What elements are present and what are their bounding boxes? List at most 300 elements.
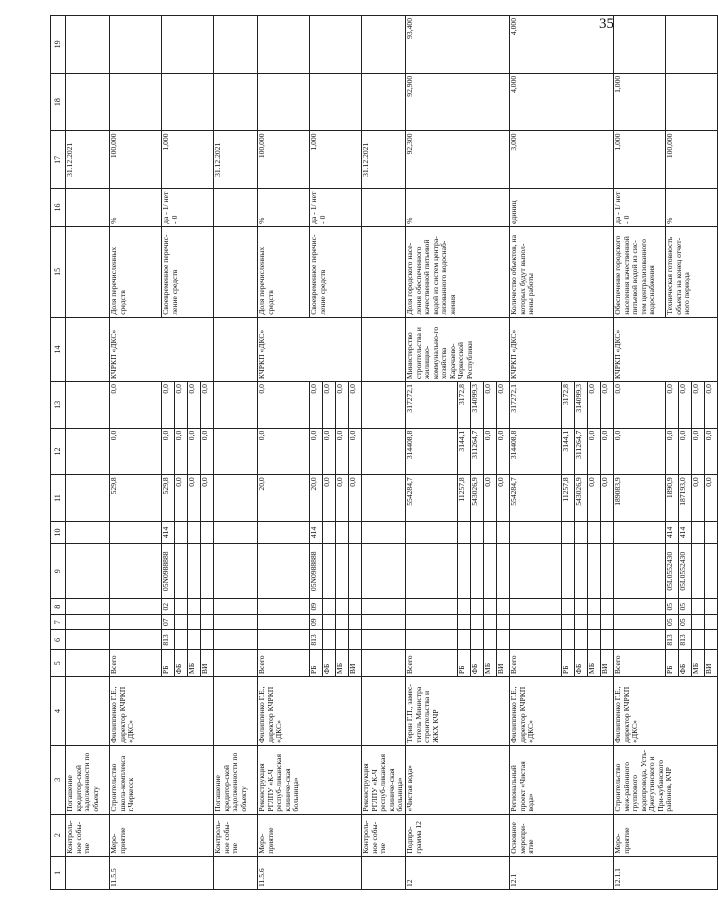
row-index: 11.5.5 (110, 856, 214, 889)
budget-code (510, 521, 562, 543)
empty-cell (214, 16, 258, 74)
budget-code (406, 521, 458, 543)
empty-cell (66, 73, 110, 131)
budget-code (471, 599, 484, 615)
indicator-value-2022 (666, 73, 718, 131)
budget-code (497, 599, 510, 615)
amount-2022: 311264,7 (575, 428, 588, 475)
funding-source: МБ (188, 650, 201, 677)
funding-source: МБ (692, 650, 705, 677)
budget-code: 414 (310, 521, 323, 543)
amount-2022: 0,0 (614, 428, 666, 475)
row-title: Строительство школа-комплекса г.Черкесск (110, 745, 214, 814)
row-index: 12.1 (510, 856, 614, 889)
amount-2021: 0,0 (588, 475, 601, 522)
indicator-value-2022 (258, 73, 310, 131)
measure-row (110, 16, 162, 890)
empty-cell (362, 382, 406, 429)
indicator-name: Количество объектов, на которых будут выпол-нены работы (510, 226, 614, 317)
amount-2022: 0,0 (258, 428, 310, 475)
indicator-value-2021: 1,000 (162, 131, 214, 189)
funding-source: Всего (406, 650, 458, 677)
amount-2022: 0,0 (497, 428, 510, 475)
amount-2023: 0,0 (258, 382, 310, 429)
indicator-value-2022: 92,900 (406, 73, 510, 131)
budget-code (458, 599, 471, 615)
budget-code (201, 521, 214, 543)
amount-2021: 189083,9 (614, 475, 666, 522)
budget-code (705, 544, 718, 599)
budget-code (575, 599, 588, 615)
indicator-unit: да - 1/ нет - 0 (162, 189, 214, 227)
amount-2022: 314408,8 (510, 428, 562, 475)
budget-code (484, 630, 497, 650)
budget-code (692, 521, 705, 543)
budget-code (336, 614, 349, 630)
budget-code (562, 521, 575, 543)
row-index (66, 856, 110, 889)
budget-code (349, 544, 362, 599)
row-title: «Чистая вода» (406, 745, 510, 814)
amount-2021: 0,0 (601, 475, 614, 522)
amount-2021: 11257,8 (458, 475, 471, 522)
budget-code (323, 599, 336, 615)
empty-cell (362, 475, 406, 522)
budget-code (406, 544, 458, 599)
empty-cell (214, 614, 258, 630)
indicator-unit: да - 1/ нет - 0 (614, 189, 666, 227)
budget-code (497, 630, 510, 650)
budget-code (471, 614, 484, 630)
amount-2023: 0,0 (588, 382, 601, 429)
budget-code (188, 599, 201, 615)
budget-code (188, 544, 201, 599)
indicator-unit: единиц (510, 189, 614, 227)
budget-code (175, 521, 188, 543)
empty-cell (66, 521, 110, 543)
budget-code: 414 (666, 521, 679, 543)
indicator-unit: % (110, 189, 162, 227)
empty-cell (362, 226, 406, 317)
measure-row (406, 16, 458, 890)
indicator-unit: % (406, 189, 510, 227)
amount-2023: 3172,8 (458, 382, 471, 429)
amount-2021: 0,0 (175, 475, 188, 522)
budget-code (575, 614, 588, 630)
indicator-value-2021: 100,000 (666, 131, 718, 189)
empty-cell (66, 677, 110, 746)
budget-code (175, 544, 188, 599)
amount-2023: 0,0 (614, 382, 666, 429)
column-number: 12 (51, 428, 66, 475)
indicator-value-2021: 1,000 (310, 131, 362, 189)
budget-code (110, 521, 162, 543)
indicator-unit: % (666, 189, 718, 227)
budget-code (201, 614, 214, 630)
budget-code (458, 630, 471, 650)
budget-code: 813 (310, 630, 323, 650)
funding-source: ФБ (471, 650, 484, 677)
amount-2023: 0,0 (110, 382, 162, 429)
amount-2021: 0,0 (705, 475, 718, 522)
funding-source: Всего (258, 650, 310, 677)
budget-code (258, 614, 310, 630)
empty-cell (362, 317, 406, 381)
indicator-name: Доля перечисленных средств (258, 226, 310, 317)
indicator-value-2023 (258, 16, 310, 74)
amount-2023: 0,0 (175, 382, 188, 429)
budget-code (349, 614, 362, 630)
row-type: Основное меропри-ятие (510, 814, 614, 856)
row-type: Контроль-ное собы-тие (214, 814, 258, 856)
indicator-value-2023 (162, 16, 214, 74)
empty-cell (66, 630, 110, 650)
column-number: 1 (51, 856, 66, 889)
indicator-name: Своевременное перечис-ление средств (162, 226, 214, 317)
budget-code (588, 614, 601, 630)
funding-source: ВИ (705, 650, 718, 677)
column-number: 9 (51, 544, 66, 599)
budget-code (497, 544, 510, 599)
budget-code (601, 599, 614, 615)
budget-code (110, 614, 162, 630)
empty-cell (66, 599, 110, 615)
empty-cell (214, 544, 258, 599)
budget-code (188, 521, 201, 543)
budget-code: 07 (162, 614, 175, 630)
budget-code: 05 (666, 614, 679, 630)
budget-code (705, 521, 718, 543)
amount-2023: 0,0 (201, 382, 214, 429)
amount-2022: 0,0 (201, 428, 214, 475)
budget-code: 813 (162, 630, 175, 650)
amount-2022: 3144,1 (562, 428, 575, 475)
amount-2022: 0,0 (175, 428, 188, 475)
amount-2021: 0,0 (692, 475, 705, 522)
amount-2023: 0,0 (323, 382, 336, 429)
budget-code (614, 544, 666, 599)
row-type: Подпро-грамма 12 (406, 814, 510, 856)
indicator-value-2022: 4,000 (510, 73, 614, 131)
budget-code (349, 521, 362, 543)
row-title: Региональный проект «Чистая вода» (510, 745, 614, 814)
executor: КЧРКП «ДКС» (510, 317, 614, 381)
budget-code (323, 521, 336, 543)
funding-source: ФБ (323, 650, 336, 677)
responsible-person: Филиппенко Г.Е., директор КЧРКП «ДКС» (110, 677, 214, 746)
budget-code (588, 599, 601, 615)
column-number: 10 (51, 521, 66, 543)
rotated-page (50, 15, 713, 890)
column-number: 18 (51, 73, 66, 131)
amount-2021: 20,0 (258, 475, 310, 522)
budget-code (258, 521, 310, 543)
budget-code (588, 544, 601, 599)
amount-2021: 1890,9 (666, 475, 679, 522)
amount-2021: 187193,0 (679, 475, 692, 522)
budget-code (458, 521, 471, 543)
deadline-date: 31.12.2021 (362, 131, 406, 189)
amount-2021: 0,0 (484, 475, 497, 522)
amount-2021: 529,8 (162, 475, 175, 522)
indicator-value-2022 (162, 73, 214, 131)
indicator-name: Доля перечисленных средств (110, 226, 162, 317)
column-number: 14 (51, 317, 66, 381)
budget-code (484, 521, 497, 543)
budget-code (614, 599, 666, 615)
budget-code (336, 544, 349, 599)
empty-cell (214, 521, 258, 543)
control-event-row (66, 16, 110, 890)
budget-code (336, 599, 349, 615)
budget-code (692, 630, 705, 650)
budget-code (510, 544, 562, 599)
row-type: Контроль-ное собы-тие (362, 814, 406, 856)
empty-cell (362, 677, 406, 746)
column-number: 16 (51, 189, 66, 227)
budget-code (201, 630, 214, 650)
empty-cell (362, 521, 406, 543)
budget-code (175, 614, 188, 630)
empty-cell (214, 599, 258, 615)
row-title: Реконструкция РГЛПУ «К-Ч респуб-ликанская клиниче-ская больница» (362, 745, 406, 814)
column-number: 15 (51, 226, 66, 317)
budget-code (601, 544, 614, 599)
empty-cell (66, 475, 110, 522)
deadline-date: 31.12.2021 (214, 131, 258, 189)
empty-cell (362, 614, 406, 630)
responsible-person: Филиппенко Г.Е., директор КЧРКП «ДКС» (614, 677, 718, 746)
funding-source: Всего (614, 650, 666, 677)
row-index (362, 856, 406, 889)
amount-2023: 317272,1 (406, 382, 458, 429)
amount-2022: 0,0 (666, 428, 679, 475)
column-number: 6 (51, 630, 66, 650)
budget-code (497, 521, 510, 543)
budget-code: 813 (679, 630, 692, 650)
column-number: 5 (51, 650, 66, 677)
empty-cell (214, 428, 258, 475)
table-body (66, 16, 718, 890)
amount-2023: 317272,1 (510, 382, 562, 429)
budget-code (510, 614, 562, 630)
program-table (50, 15, 718, 890)
funding-source: РБ (458, 650, 471, 677)
indicator-name: Своевременное перечис-ление средств (310, 226, 362, 317)
budget-code (510, 599, 562, 615)
amount-2021: 0,0 (349, 475, 362, 522)
amount-2021: 11257,8 (562, 475, 575, 522)
amount-2022: 0,0 (601, 428, 614, 475)
column-number: 2 (51, 814, 66, 856)
amount-2022: 311264,7 (471, 428, 484, 475)
budget-code: 05 (666, 599, 679, 615)
empty-cell (214, 650, 258, 677)
indicator-unit: % (258, 189, 310, 227)
executor: КЧРКП «ДКС» (614, 317, 718, 381)
indicator-name: Обеспечение городского населения качественной питьевой водой из сис-тем централизованного водоснабжения (614, 226, 666, 317)
control-event-row (362, 16, 406, 890)
budget-code (588, 630, 601, 650)
row-title: Реконструкция РГЛПУ «К-Ч респуб-ликанская клиниче-ская больница» (258, 745, 362, 814)
row-type: Меро-приятие (258, 814, 362, 856)
budget-code: 05N0988888 (162, 544, 175, 599)
amount-2021: 0,0 (497, 475, 510, 522)
budget-code (484, 614, 497, 630)
budget-code: 05L0552430 (666, 544, 679, 599)
executor: КЧРКП «ДКС» (258, 317, 362, 381)
indicator-value-2022: 1,000 (614, 73, 666, 131)
empty-cell (66, 614, 110, 630)
amount-2023: 3172,8 (562, 382, 575, 429)
budget-code (510, 630, 562, 650)
deadline-date: 31.12.2021 (66, 131, 110, 189)
budget-code (323, 630, 336, 650)
empty-cell (214, 73, 258, 131)
funding-source: ВИ (601, 650, 614, 677)
header-row (51, 16, 66, 890)
column-number: 19 (51, 16, 66, 74)
funding-source: ВИ (497, 650, 510, 677)
budget-code (336, 630, 349, 650)
amount-2022: 0,0 (705, 428, 718, 475)
amount-2023: 314099,3 (575, 382, 588, 429)
empty-cell (66, 317, 110, 381)
budget-code (562, 614, 575, 630)
budget-code (201, 544, 214, 599)
amount-2021: 554284,7 (510, 475, 562, 522)
empty-cell (214, 677, 258, 746)
column-number: 3 (51, 745, 66, 814)
amount-2022: 0,0 (692, 428, 705, 475)
executor: КЧРКП «ДКС» (110, 317, 214, 381)
amount-2023: 0,0 (679, 382, 692, 429)
budget-code (349, 630, 362, 650)
measure-row (614, 16, 666, 890)
budget-code (336, 521, 349, 543)
funding-source: РБ (162, 650, 175, 677)
budget-code (692, 614, 705, 630)
measure-row (510, 16, 562, 890)
budget-code (692, 544, 705, 599)
amount-2022: 0,0 (188, 428, 201, 475)
row-title: Погашение кредитор-ской задолженности по объекту (66, 745, 110, 814)
indicator-value-2022 (110, 73, 162, 131)
amount-2022: 0,0 (679, 428, 692, 475)
budget-code (484, 544, 497, 599)
empty-cell (214, 475, 258, 522)
row-index: 12.1.1 (614, 856, 718, 889)
amount-2023: 0,0 (705, 382, 718, 429)
executor: Министерство строительства и жилищно-коммунально-го хозяйства Карачаево-Черкесской Республики (406, 317, 510, 381)
funding-source: МБ (484, 650, 497, 677)
amount-2022: 314408,8 (406, 428, 458, 475)
indicator-value-2021: 1,000 (614, 131, 666, 189)
indicator-value-2022 (310, 73, 362, 131)
funding-source: МБ (336, 650, 349, 677)
budget-code (175, 630, 188, 650)
empty-cell (362, 599, 406, 615)
budget-code (484, 599, 497, 615)
empty-cell (66, 428, 110, 475)
indicator-value-2023 (614, 16, 666, 74)
funding-source: РБ (666, 650, 679, 677)
budget-code (323, 544, 336, 599)
amount-2023: 0,0 (349, 382, 362, 429)
column-number: 17 (51, 131, 66, 189)
budget-code (575, 521, 588, 543)
funding-source: ФБ (679, 650, 692, 677)
budget-code (406, 599, 458, 615)
budget-code (458, 614, 471, 630)
amount-2023: 0,0 (188, 382, 201, 429)
budget-code (614, 614, 666, 630)
empty-cell (362, 189, 406, 227)
row-title: Строительство меж-районного группового водопровода, Усть-Джегутинского и При-кубанского районов, КЧР (614, 745, 718, 814)
funding-source: МБ (588, 650, 601, 677)
budget-code (692, 599, 705, 615)
amount-2023: 0,0 (336, 382, 349, 429)
amount-2021: 0,0 (188, 475, 201, 522)
budget-code (601, 521, 614, 543)
amount-2021: 543026,9 (575, 475, 588, 522)
budget-code (188, 614, 201, 630)
budget-code (601, 630, 614, 650)
funding-source: Всего (510, 650, 562, 677)
indicator-value-2023 (110, 16, 162, 74)
amount-2023: 0,0 (692, 382, 705, 429)
amount-2023: 0,0 (310, 382, 323, 429)
budget-code: 05N0988888 (310, 544, 323, 599)
empty-cell (362, 544, 406, 599)
budget-code: 09 (310, 599, 323, 615)
budget-code: 813 (666, 630, 679, 650)
empty-cell (66, 544, 110, 599)
budget-code (258, 630, 310, 650)
budget-code: 05 (679, 599, 692, 615)
budget-code (110, 599, 162, 615)
budget-code (406, 614, 458, 630)
budget-code (471, 544, 484, 599)
row-index: 11.5.6 (258, 856, 362, 889)
funding-source: ФБ (575, 650, 588, 677)
responsible-person: Филиппенко Г.Е., директор КЧРКП «ДКС» (258, 677, 362, 746)
budget-code (575, 630, 588, 650)
amount-2022: 0,0 (336, 428, 349, 475)
budget-code (705, 599, 718, 615)
budget-code (258, 544, 310, 599)
budget-code (175, 599, 188, 615)
budget-code: 05L0552430 (679, 544, 692, 599)
budget-code (562, 630, 575, 650)
column-number: 7 (51, 614, 66, 630)
responsible-person: Терин Г.П., замес-титель Министра строительства и ЖКХ КЧР (406, 677, 510, 746)
budget-code (471, 521, 484, 543)
indicator-value-2023 (666, 16, 718, 74)
amount-2021: 0,0 (323, 475, 336, 522)
amount-2023: 0,0 (484, 382, 497, 429)
budget-code (458, 544, 471, 599)
amount-2023: 314099,3 (471, 382, 484, 429)
budget-code (601, 614, 614, 630)
empty-cell (362, 630, 406, 650)
budget-code (349, 599, 362, 615)
budget-code (562, 544, 575, 599)
amount-2023: 0,0 (497, 382, 510, 429)
amount-2023: 0,0 (666, 382, 679, 429)
indicator-name: Доля городского насе-ления обеспеченного качественной питьевой водой из систем центра-лизованного водоснаб-жения (406, 226, 510, 317)
empty-cell (362, 650, 406, 677)
